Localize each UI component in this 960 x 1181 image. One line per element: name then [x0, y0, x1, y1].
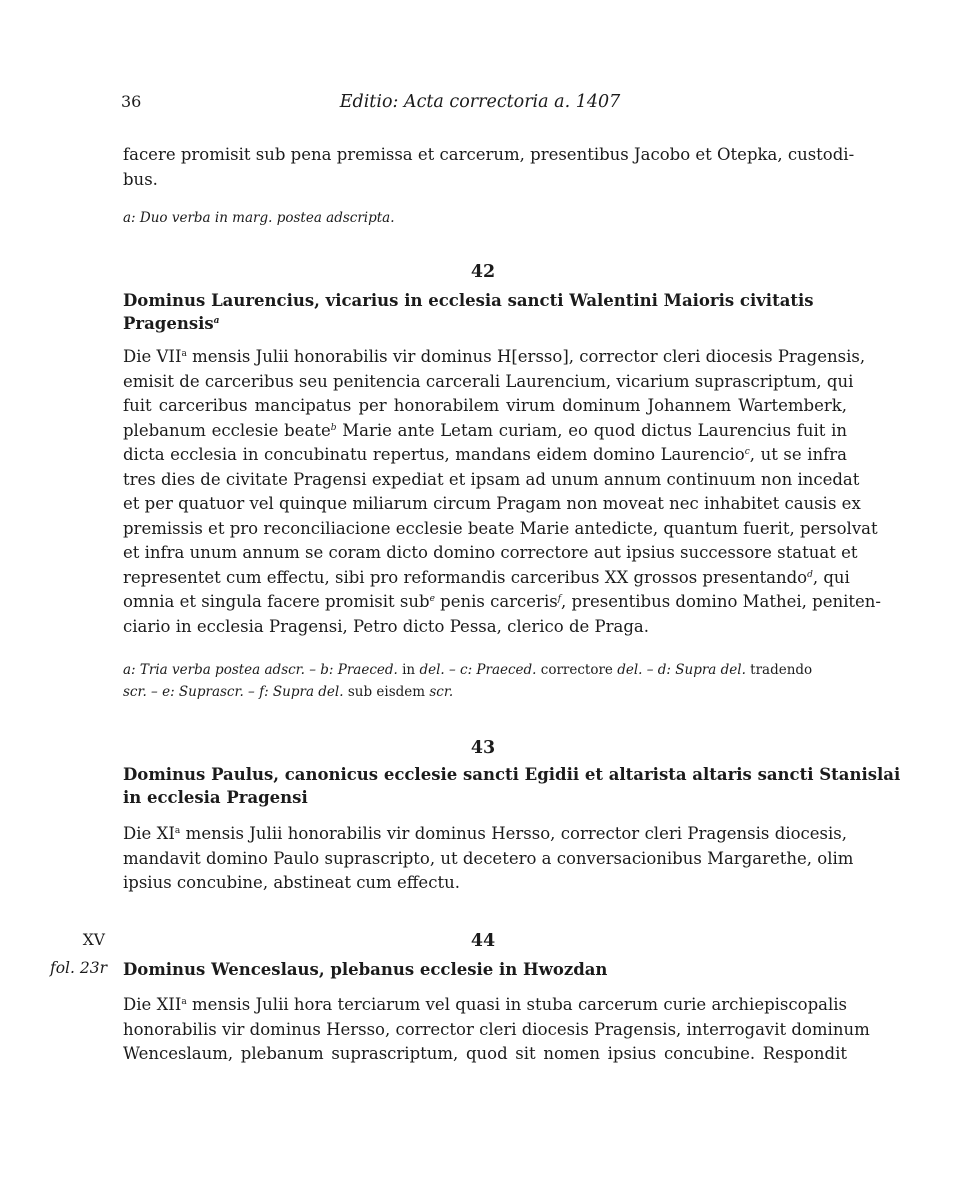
text-line: facere promisit sub pena premissa et carcerum, presentibus Jacobo et Otepka, custodi-	[123, 145, 855, 164]
text-line: Wenceslaum, plebanum suprascriptum, quod sit nomen ipsius concubine. Respondit	[123, 1044, 847, 1063]
text-line: Die VII$^a$ mensis Julii honorabilis vir dominus H[ersso], corrector cleri diocesis Pragensis,	[123, 347, 866, 366]
footnote: a: Tria verba postea adscr. – b: Praeced. in del. – c: Praeced. correctore del. – d: Supra del. tradendo	[123, 662, 813, 678]
text-line: Die $XI^a$ mensis Julii honorabilis vir dominus Hersso, corrector cleri Pragensis diocesis,	[123, 824, 848, 843]
entry-number: 42	[470, 262, 496, 282]
entry-heading	[123, 958, 847, 981]
text-line: dicta ecclesia in concubinatu repertus, mandans eidem domino Laurencio$^c$, ut se infra	[123, 445, 847, 464]
entry-42-text	[123, 345, 881, 639]
text-line: et per quatuor vel quinque miliarum circum Pragam non moveat nec inhabitet causis ex	[123, 494, 861, 513]
text-line: plebanum ecclesie beate$^b$ Marie ante Letam curiam, eo quod dictus Laurencius fuit in	[123, 420, 847, 440]
footnotes	[123, 659, 847, 703]
heading-line: in ecclesia Pragensi	[123, 788, 308, 807]
text-line: emisit de carceribus seu penitencia carcerali Laurencium, vicarium suprascriptum, qui	[123, 371, 854, 391]
entry-44-text	[123, 993, 870, 1067]
footnote-mark: a	[213, 316, 220, 326]
heading-line: Dominus Laurencius, vicarius in ecclesia sancti Walentini Maioris civitatis	[123, 291, 814, 310]
text-line: omnia et singula facere promisit sub$^e$ penis carceris$^f$, presentibus domino Mathei, peniten-	[123, 592, 881, 611]
text-line: et infra unum annum se coram dicto domino correctore aut ipsius successore statuat et	[123, 543, 858, 562]
text-line: tres dies de civitate Pragensi expediat et ipsam ad unum annum continuum non incedat	[123, 469, 860, 489]
text-line: honorabilis vir dominus Hersso, corrector cleri diocesis Pragensis, interrogavit dominum	[123, 1019, 870, 1039]
footnote: scr. – e: Suprascr. – f: Supra del. sub eisdem scr.	[123, 684, 454, 700]
text-line: representet cum effectu, sibi pro reformandis carceribus XX grossos presentando$^d$, qui	[123, 567, 850, 587]
entry-heading	[123, 763, 901, 809]
heading-line: Dominus Wenceslaus, plebanus ecclesie in Hwozdan	[123, 960, 608, 979]
entry-heading	[123, 289, 847, 335]
text-line: bus.	[123, 169, 158, 189]
entry-number: 43	[470, 738, 496, 758]
running-title: Editio: Acta correctoria a. 1407	[339, 92, 621, 112]
text-line: ciario in ecclesia Pragensi, Petro dicto Pessa, clerico de Praga.	[123, 616, 649, 636]
entry-43-text	[123, 822, 854, 896]
entry-41-text	[123, 143, 855, 192]
text-line: fuit carceribus mancipatus per honorabilem virum dominum Johannem Wartemberk,	[123, 396, 847, 415]
heading-line: Pragensis$^a$	[123, 314, 220, 333]
text-line: Die XII$^a$ mensis Julii hora terciarum vel quasi in stuba carcerum curie archiepiscopalis	[123, 995, 847, 1014]
text-line: premissis et pro reconciliacione ecclesie beate Marie antedicte, quantum fuerit, persolvat	[123, 518, 878, 538]
margin-folio: fol. 23r	[49, 959, 107, 977]
margin-quire: XV	[82, 931, 105, 949]
heading-line: Dominus Paulus, canonicus ecclesie sancti Egidii et altarista altaris sancti Stanislai	[123, 765, 901, 784]
text-line: mandavit domino Paulo suprascripto, ut decetero a conversacionibus Margarethe, olim	[123, 848, 854, 868]
footnote: a: Duo verba in marg. postea adscripta.	[123, 210, 395, 226]
entry-number: 44	[470, 931, 496, 951]
text-line: ipsius concubine, abstineat cum effectu.	[123, 873, 460, 892]
page-number: 36	[121, 92, 142, 111]
